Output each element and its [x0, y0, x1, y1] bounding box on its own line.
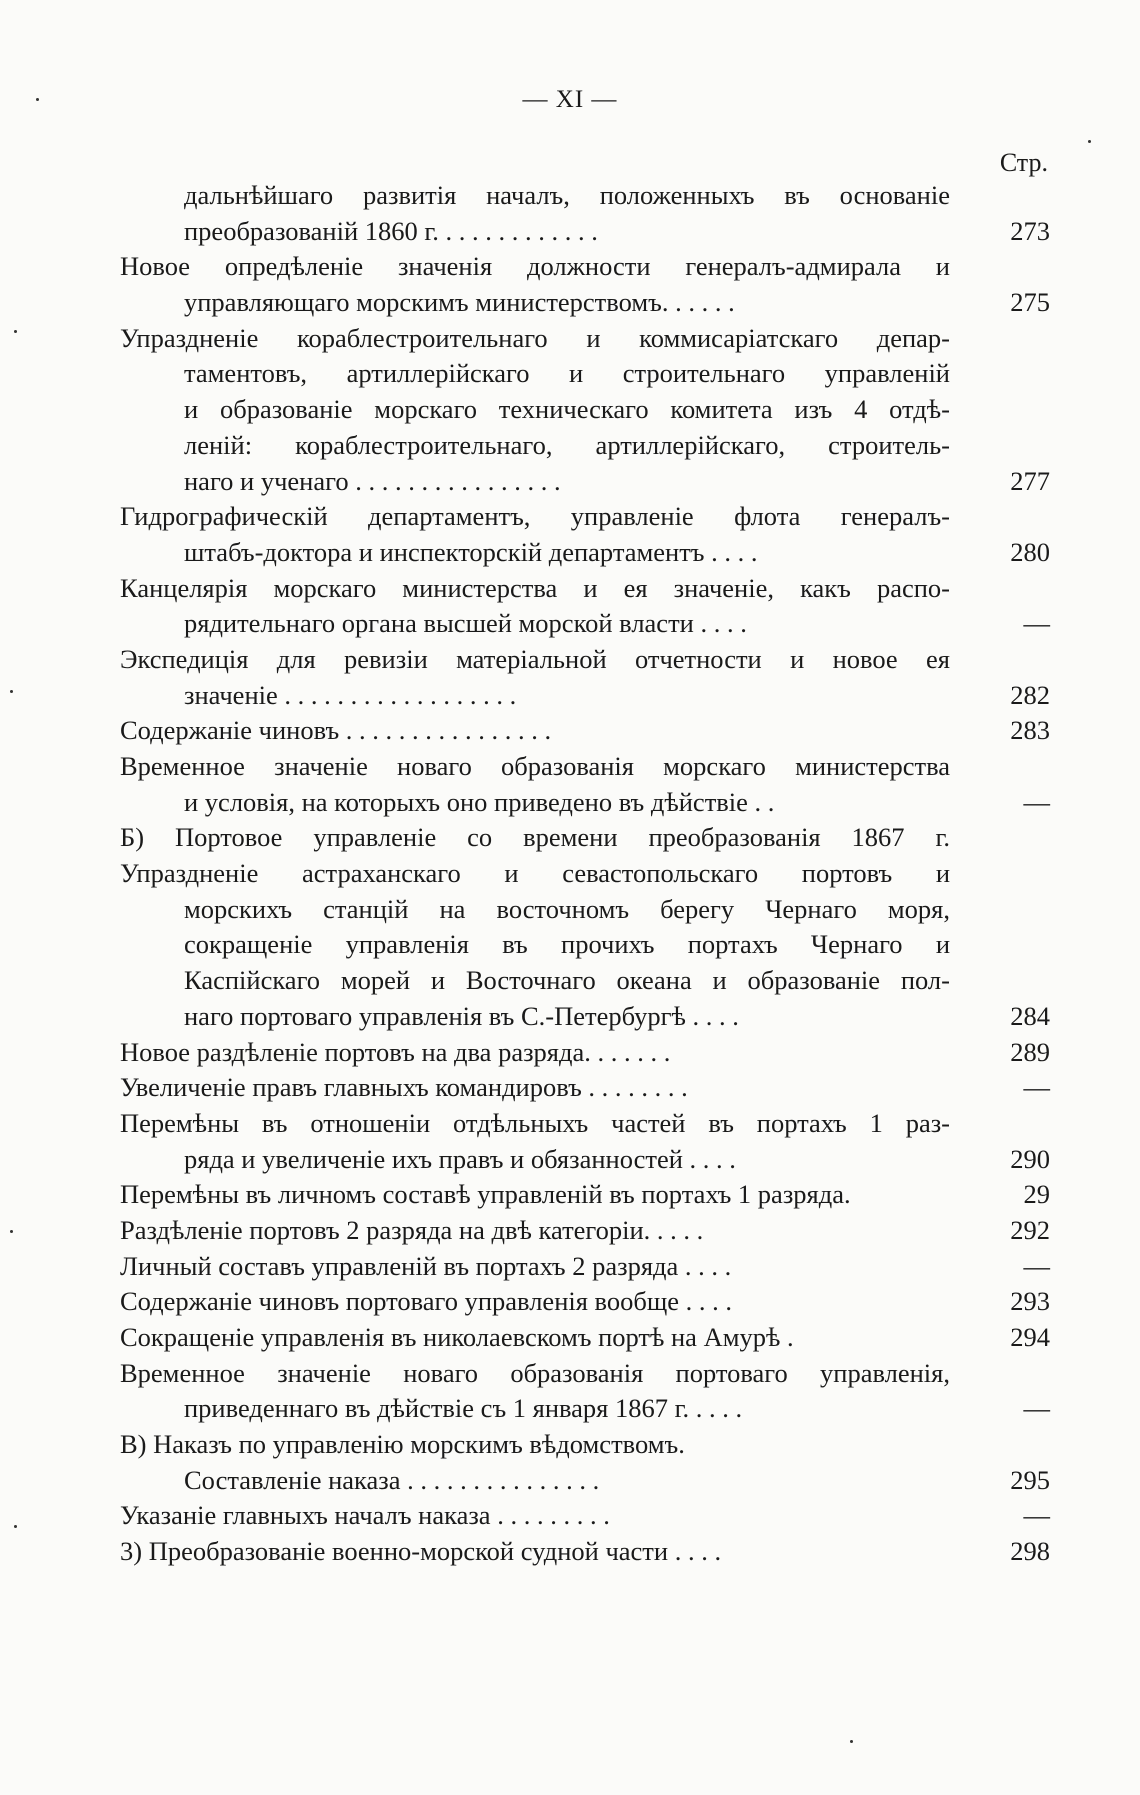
toc-line-text: и образованіе морскаго техническаго комитета изъ 4 отдѣ- [184, 394, 950, 425]
toc-line-text: морскихъ станцій на восточномъ берегу Чернаго моря, [184, 893, 950, 924]
toc-page-number: 277 [1010, 465, 1050, 496]
toc-line [120, 428, 1050, 464]
toc-line-text: Временное значеніе новаго образованія морскаго министерства [120, 751, 950, 781]
toc-line-text: Содержаніе чиновъ портоваго управленія вообще . . . . [120, 1286, 733, 1317]
toc-page-number: — [1023, 608, 1050, 639]
toc-line [120, 1356, 1050, 1392]
toc-line-text: Каспійскаго морей и Восточнаго океана и образованіе пол- [184, 965, 950, 996]
table-of-contents [120, 178, 1050, 1570]
toc-line-text: сокращеніе управленія въ прочихъ портахъ Чернаго и [184, 929, 950, 960]
toc-line-text: таментовъ, артиллерійскаго и строительнаго управленій [184, 358, 950, 389]
toc-line [120, 713, 1050, 749]
toc-line-text: Упраздненіе астраханскаго и севастопольскаго портовъ и [120, 858, 950, 889]
toc-line-text: ряда и увеличеніе ихъ правъ и обязанностей . . . . [184, 1143, 736, 1174]
toc-line [120, 1142, 1050, 1178]
toc-line [120, 1249, 1050, 1285]
toc-page-number: 283 [1010, 715, 1050, 746]
page-header: — XI — [522, 86, 618, 113]
toc-line [120, 1284, 1050, 1320]
toc-line [120, 1213, 1050, 1249]
toc-line-text: Увеличеніе правъ главныхъ командировъ . . . . . . . . [120, 1072, 688, 1103]
toc-line [120, 1427, 1050, 1463]
toc-page-number: 298 [1010, 1536, 1050, 1567]
toc-line-text: Б) Портовое управленіе со времени преобразованія 1867 г. [120, 822, 950, 853]
toc-page-number: 295 [1010, 1464, 1050, 1495]
toc-line-text: леній: кораблестроительнаго, артиллерійскаго, строитель- [184, 429, 950, 460]
toc-line [120, 856, 1050, 892]
toc-line-text: Содержаніе чиновъ . . . . . . . . . . . . . . . . [120, 715, 552, 746]
toc-line [120, 927, 1050, 963]
toc-line-text: Канцелярія морскаго министерства и ея значеніе, какъ распо- [120, 572, 950, 603]
toc-line-text: Сокращеніе управленія въ николаевскомъ портѣ на Амурѣ . [120, 1322, 794, 1352]
toc-line [120, 1463, 1050, 1499]
toc-line [120, 642, 1050, 678]
toc-line [120, 249, 1050, 285]
toc-line-text: 3) Преобразованіе военно-морской судной части . . . . [120, 1536, 722, 1567]
toc-line [120, 785, 1050, 821]
toc-page-number: 293 [1010, 1286, 1050, 1317]
toc-line [120, 535, 1050, 571]
toc-line [120, 1035, 1050, 1071]
toc-line [120, 1391, 1050, 1427]
toc-page-number: — [1023, 1393, 1050, 1424]
page-column-label: Стр. [999, 148, 1048, 177]
toc-line [120, 892, 1050, 928]
toc-line [120, 464, 1050, 500]
toc-page-number: 282 [1010, 679, 1050, 710]
toc-line-text: дальнѣйшаго развитія началъ, положенныхъ въ основаніе [184, 180, 950, 210]
toc-page-number: 289 [1010, 1036, 1050, 1067]
toc-line [120, 571, 1050, 607]
toc-line-text: и условія, на которыхъ оно приведено въ дѣйствіе . . [184, 786, 775, 817]
toc-line [120, 606, 1050, 642]
toc-line-text: преобразованій 1860 г. . . . . . . . . . . . . [184, 215, 598, 246]
toc-line [120, 285, 1050, 321]
toc-page-number: 273 [1010, 215, 1050, 246]
toc-line [120, 356, 1050, 392]
toc-page-number: 292 [1010, 1214, 1050, 1245]
toc-page-number: — [1023, 1500, 1050, 1531]
toc-line [120, 963, 1050, 999]
toc-line [120, 1070, 1050, 1106]
toc-line-text: Раздѣленіе портовъ 2 разряда на двѣ категоріи. . . . . [120, 1214, 704, 1245]
toc-line [120, 392, 1050, 428]
toc-line-text: Экспедиція для ревизіи матеріальной отчетности и новое ея [120, 643, 950, 674]
toc-line [120, 321, 1050, 357]
toc-line-text: Составленіе наказа . . . . . . . . . . . . . . . [184, 1464, 600, 1495]
toc-line-text: Гидрографическій департаментъ, управленіе флота генералъ- [120, 501, 950, 532]
toc-line-text: Новое раздѣленіе портовъ на два разряда. . . . . . . [120, 1036, 671, 1067]
toc-line-text: штабъ-доктора и инспекторскій департаментъ . . . . [184, 536, 758, 567]
toc-line-text: Перемѣны въ отношеніи отдѣльныхъ частей въ портахъ 1 раз- [120, 1107, 950, 1138]
toc-page-number: 29 [1023, 1179, 1050, 1210]
toc-page-number: — [1023, 786, 1050, 817]
toc-line [120, 749, 1050, 785]
toc-line-text: наго портоваго управленія въ С.-Петербургѣ . . . . [184, 1000, 739, 1031]
toc-line-text: приведеннаго въ дѣйствіе съ 1 января 1867 г. . . . . [184, 1393, 743, 1424]
toc-line [120, 214, 1050, 250]
toc-line [120, 678, 1050, 714]
toc-page-number: 294 [1010, 1322, 1050, 1352]
toc-page-number: — [1023, 1072, 1050, 1103]
toc-line-text: В) Наказъ по управленію морскимъ вѣдомствомъ. [120, 1429, 685, 1460]
toc-page-number: 284 [1010, 1000, 1050, 1031]
toc-line [120, 1106, 1050, 1142]
toc-line-text: Указаніе главныхъ началъ наказа . . . . . . . . . [120, 1500, 610, 1531]
toc-line [120, 999, 1050, 1035]
toc-line-text: Перемѣны въ личномъ составѣ управленій въ портахъ 1 разряда. [120, 1179, 851, 1210]
toc-line [120, 1498, 1050, 1534]
toc-line-text: рядительнаго органа высшей морской власти . . . . [184, 608, 747, 639]
toc-line-text: Личный составъ управленій въ портахъ 2 разряда . . . . [120, 1250, 732, 1281]
toc-line-text: Новое опредѣленіе значенія должности генералъ-адмирала и [120, 251, 950, 282]
toc-page-number: — [1023, 1250, 1050, 1281]
toc-line [120, 499, 1050, 535]
toc-line-text: Упраздненіе кораблестроительнаго и коммисаріатскаго депар- [120, 322, 950, 353]
toc-line-text: Временное значеніе новаго образованія портоваго управленія, [120, 1357, 950, 1388]
toc-page-number: 290 [1010, 1143, 1050, 1174]
toc-line-text: значеніе . . . . . . . . . . . . . . . . . . [184, 679, 517, 710]
toc-line [120, 1177, 1050, 1213]
toc-page-number: 275 [1010, 287, 1050, 318]
toc-line-text: наго и ученаго . . . . . . . . . . . . . . . . [184, 465, 561, 496]
toc-line [120, 820, 1050, 856]
toc-line [120, 178, 1050, 214]
toc-line-text: управляющаго морскимъ министерствомъ. . . . . . [184, 287, 735, 318]
toc-line [120, 1320, 1050, 1356]
toc-line [120, 1534, 1050, 1570]
toc-page-number: 280 [1010, 536, 1050, 567]
